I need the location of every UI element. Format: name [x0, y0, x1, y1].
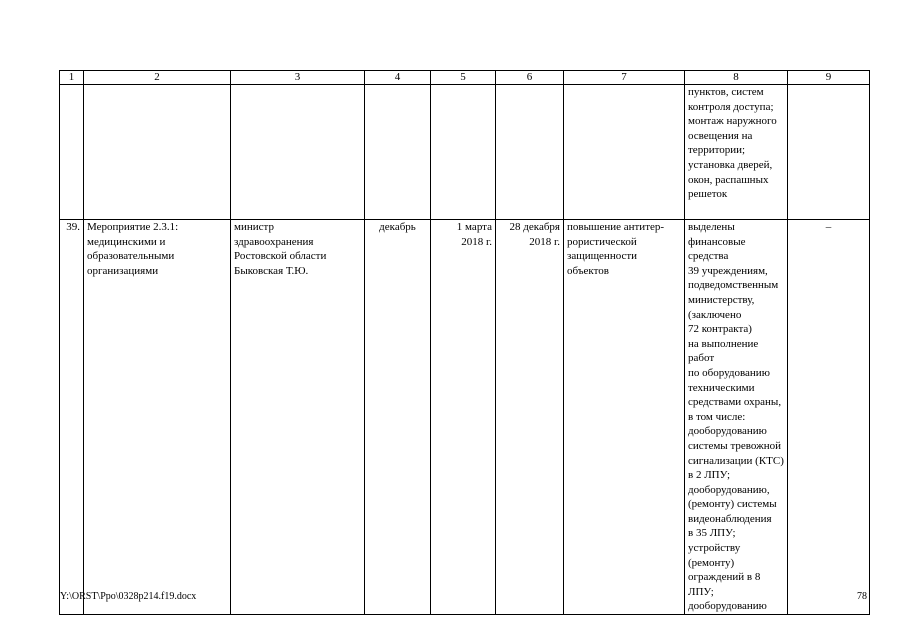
start-date-cell: 1 марта 2018 г. [431, 220, 496, 615]
event-cell: Мероприятие 2.3.1: медицинскими и образовательными организациями [84, 220, 231, 615]
table-row-39 [60, 220, 870, 615]
cont-cell-7 [564, 85, 685, 220]
continuation-row [60, 85, 870, 220]
cont-cell-8: пунктов, систем контроля доступа; монтаж наружного освещения на территории; установка дверей, окон, распашных решеток [685, 85, 788, 220]
cont-cell-4 [365, 85, 431, 220]
file-path-footer: Y:\ORST\Ppo\0328p214.f19.docx [60, 591, 197, 602]
month-cell: декабрь [365, 220, 431, 615]
cont-cell-9 [788, 85, 870, 220]
page-number: 78 [857, 591, 867, 602]
cont-cell-3 [231, 85, 365, 220]
col-header-1: 1 [60, 71, 84, 85]
col-header-9: 9 [788, 71, 870, 85]
report-table [59, 70, 870, 615]
done-cell: выделены финансовые средства 39 учреждениям, подведомственным министерству, (заключено 72 контракта) на выполнение работ по оборудованию техническими средствами охраны, в том числе: дооборудованию системы тревожной сигнализации (КТС) в 2 ЛПУ; дооборудованию, (ремонту) системы видеонаблюдения в 35 ЛПУ; устройству (ремонту) ограждений в 8 ЛПУ; дооборудованию [685, 220, 788, 615]
row-number: 39. [60, 220, 84, 615]
col-header-3: 3 [231, 71, 365, 85]
cont-cell-6 [496, 85, 564, 220]
col-header-6: 6 [496, 71, 564, 85]
end-date-cell: 28 декабря 2018 г. [496, 220, 564, 615]
note-cell: – [788, 220, 870, 615]
cont-cell-2 [84, 85, 231, 220]
responsible-cell: министр здравоохранения Ростовской области Быковская Т.Ю. [231, 220, 365, 615]
col-header-8: 8 [685, 71, 788, 85]
col-header-4: 4 [365, 71, 431, 85]
col-header-7: 7 [564, 71, 685, 85]
cont-cell-5 [431, 85, 496, 220]
column-number-row [60, 71, 870, 85]
cont-cell-1 [60, 85, 84, 220]
col-header-5: 5 [431, 71, 496, 85]
result-cell: повышение антитер- рористической защищенности объектов [564, 220, 685, 615]
col-header-2: 2 [84, 71, 231, 85]
